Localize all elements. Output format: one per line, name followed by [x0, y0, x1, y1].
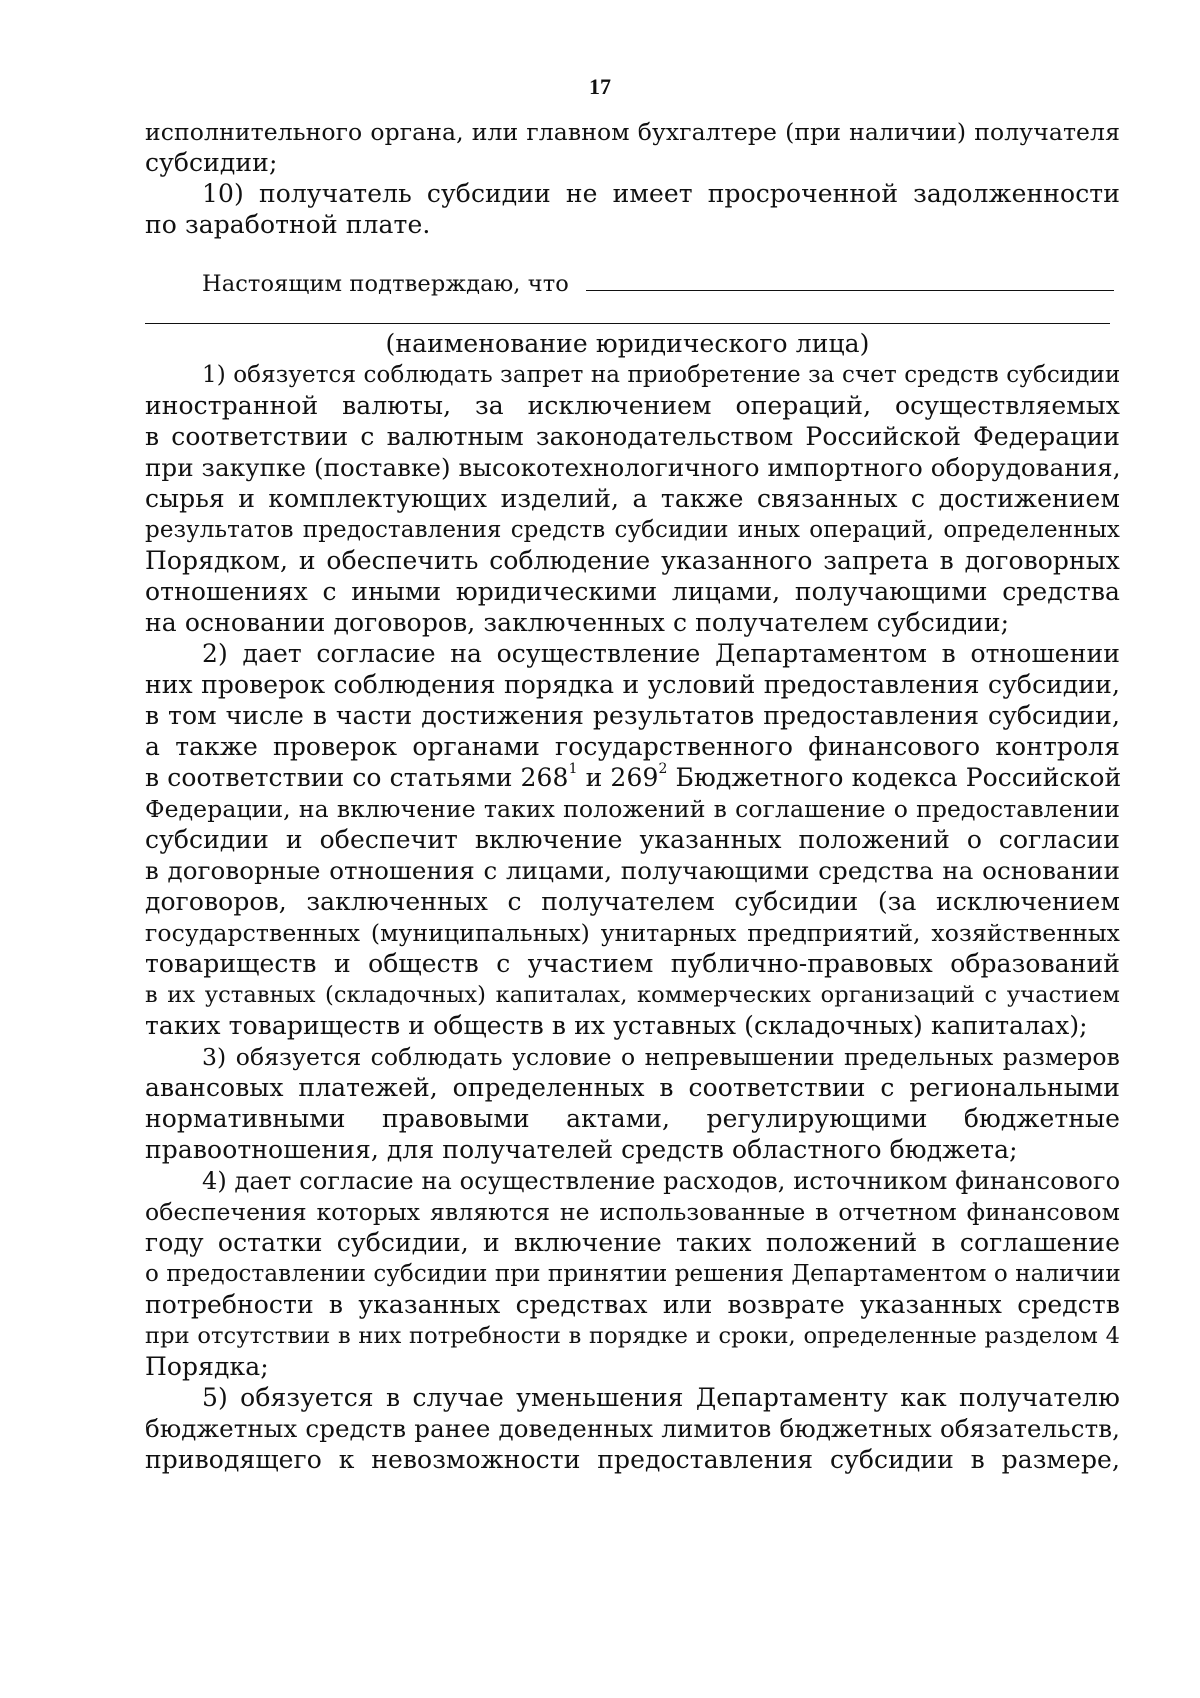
- text-line: таких товариществ и обществ в их уставных (складочных) капиталах);: [145, 1011, 1088, 1040]
- text-line: товариществ и обществ с участием публично-правовых образований: [145, 949, 1120, 978]
- text-line: 5) обязуется в случае уменьшения Департаменту как получателю: [202, 1383, 1120, 1412]
- field-caption: (наименование юридического лица): [385, 329, 870, 358]
- text-line: в их уставных (складочных) капиталах, коммерческих организаций с участием: [145, 982, 1120, 1008]
- text-line: Порядком, и обеспечить соблюдение указанного запрета в договорных: [145, 546, 1120, 575]
- superscript: 2: [658, 760, 668, 777]
- text-line: государственных (муниципальных) унитарных предприятий, хозяйственных: [145, 919, 1120, 947]
- text-line: году остатки субсидии, и включение таких положений в соглашение: [145, 1228, 1120, 1257]
- text-segment: Бюджетного кодекса Российской: [667, 763, 1122, 792]
- text-line: субсидии;: [145, 148, 278, 177]
- text-line: 1) обязуется соблюдать запрет на приобретение за счет средств субсидии: [202, 362, 1121, 388]
- confirmation-text: Настоящим подтверждаю, что: [202, 271, 569, 297]
- text-line: иностранной валюты, за исключением операций, осуществляемых: [145, 391, 1120, 420]
- text-line: нормативными правовыми актами, регулирующими бюджетные: [145, 1104, 1120, 1133]
- text-line: исполнительного органа, или главном бухгалтере (при наличии) получателя: [145, 118, 1120, 146]
- text-line: авансовых платежей, определенных в соответствии с региональными: [145, 1073, 1120, 1102]
- text-line: обеспечения которых являются не использованные в отчетном финансовом: [145, 1198, 1120, 1226]
- text-line: в том числе в части достижения результатов предоставления субсидии,: [145, 701, 1120, 730]
- text-line: правоотношения, для получателей средств областного бюджета;: [145, 1135, 1018, 1164]
- text-line: при отсутствии в них потребности в порядке и сроки, определенные разделом 4: [145, 1323, 1120, 1349]
- text-line: 4) дает согласие на осуществление расходов, источником финансового: [202, 1167, 1121, 1195]
- text-line: а также проверок органами государственного финансового контроля: [145, 732, 1120, 761]
- text-line: договоров, заключенных с получателем субсидии (за исключением: [145, 887, 1120, 916]
- text-line-with-superscripts: [145, 762, 1120, 794]
- text-line: Федерации, на включение таких положений в соглашение о предоставлении: [145, 795, 1120, 823]
- text-line: 3) обязуется соблюдать условие о непревышении предельных размеров: [202, 1043, 1120, 1071]
- superscript: 1: [568, 760, 578, 777]
- text-line: по заработной плате.: [145, 210, 431, 239]
- text-line: бюджетных средств ранее доведенных лимитов бюджетных обязательств,: [145, 1414, 1120, 1443]
- text-line: в договорные отношения с лицами, получающими средства на основании: [145, 856, 1120, 885]
- text-line: в соответствии с валютным законодательством Российской Федерации: [145, 422, 1120, 451]
- text-line: при закупке (поставке) высокотехнологичного импортного оборудования,: [145, 453, 1121, 482]
- page-number: 17: [589, 74, 611, 99]
- text-line: о предоставлении субсидии при принятии решения Департаментом о наличии: [145, 1261, 1121, 1287]
- text-line: Порядка;: [145, 1352, 269, 1381]
- blank-field-line: [586, 268, 1114, 291]
- text-segment: в соответствии со статьями 268: [145, 763, 569, 792]
- text-line: на основании договоров, заключенных с получателем субсидии;: [145, 608, 1010, 637]
- confirmation-line: [145, 268, 1120, 300]
- text-line: них проверок соблюдения порядка и условий предоставления субсидии,: [145, 670, 1120, 699]
- text-line: результатов предоставления средств субсидии иных операций, определенных: [145, 517, 1120, 543]
- text-line: субсидии и обеспечит включение указанных положений о согласии: [145, 825, 1120, 854]
- text-line: приводящего к невозможности предоставления субсидии в размере,: [145, 1445, 1120, 1474]
- text-line: потребности в указанных средствах или возврате указанных средств: [145, 1290, 1120, 1319]
- blank-field-line: [145, 323, 1110, 324]
- text-line: 2) дает согласие на осуществление Департаментом в отношении: [202, 639, 1120, 668]
- text-segment: и 269: [577, 763, 659, 792]
- text-line: отношениях с иными юридическими лицами, получающими средства: [145, 577, 1120, 606]
- text-line: 10) получатель субсидии не имеет просроченной задолженности: [202, 179, 1120, 208]
- text-line: сырья и комплектующих изделий, а также связанных с достижением: [145, 484, 1120, 513]
